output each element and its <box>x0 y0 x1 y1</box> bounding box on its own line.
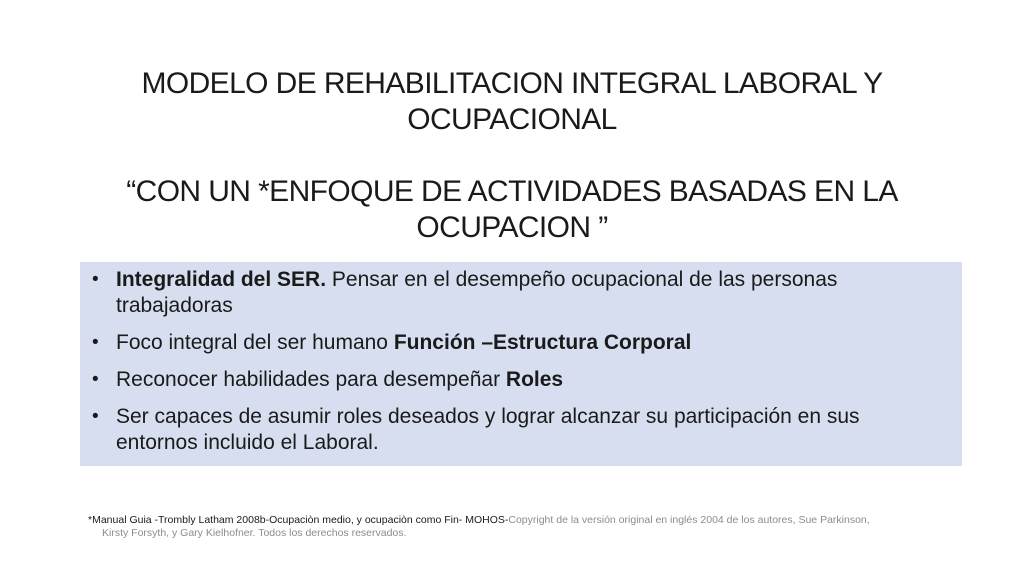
bullet-bold: Integralidad del SER. <box>116 268 327 291</box>
subtitle-line-1: “CON UN *ENFOQUE DE ACTIVIDADES BASADAS EN LA <box>126 175 898 208</box>
footnote-main: *Manual Guia -Trombly Latham 2008b-Ocupaciòn medio, y ocupaciòn como Fin- MOHOS- <box>88 514 509 526</box>
bullet-icon: • <box>92 406 99 427</box>
bullet-item-foco <box>90 330 944 356</box>
bullet-text: Ser capaces de asumir roles deseados y lograr alcanzar su participación en sus entornos incluido el Laboral. <box>116 405 860 454</box>
subtitle-line-2: OCUPACION ” <box>416 211 608 244</box>
bullet-icon: • <box>92 269 99 290</box>
footnote-copyright-1: Copyright de la versión original en inglés 2004 de los autores, Sue Parkinson, <box>508 514 870 526</box>
bullet-item-integralidad <box>90 267 944 319</box>
title-line-1: MODELO DE REHABILITACION INTEGRAL LABORAL Y <box>141 67 883 100</box>
title-gap <box>100 138 924 174</box>
bullet-item-reconocer <box>90 367 944 393</box>
bullet-item-ser-capaces <box>90 404 944 456</box>
title-line-2: OCUPACIONAL <box>407 103 617 136</box>
bullet-icon: • <box>92 369 99 390</box>
bullet-text: Reconocer habilidades para desempeñar <box>116 368 506 391</box>
bullet-bold: Función –Estructura Corporal <box>393 331 692 354</box>
footnote <box>88 514 968 540</box>
bullet-text: Foco integral del ser humano <box>116 331 394 354</box>
bullet-list <box>90 267 944 456</box>
slide-title <box>100 66 924 246</box>
content-box <box>80 262 962 466</box>
footnote-copyright-2: Kirsty Forsyth, y Gary Kielhofner. Todos los derechos reservados. <box>102 527 407 539</box>
bullet-text: Pensar en el desempeño ocupacional de las personas trabajadoras <box>116 268 838 317</box>
bullet-bold: Roles <box>505 368 564 391</box>
bullet-icon: • <box>92 332 99 353</box>
